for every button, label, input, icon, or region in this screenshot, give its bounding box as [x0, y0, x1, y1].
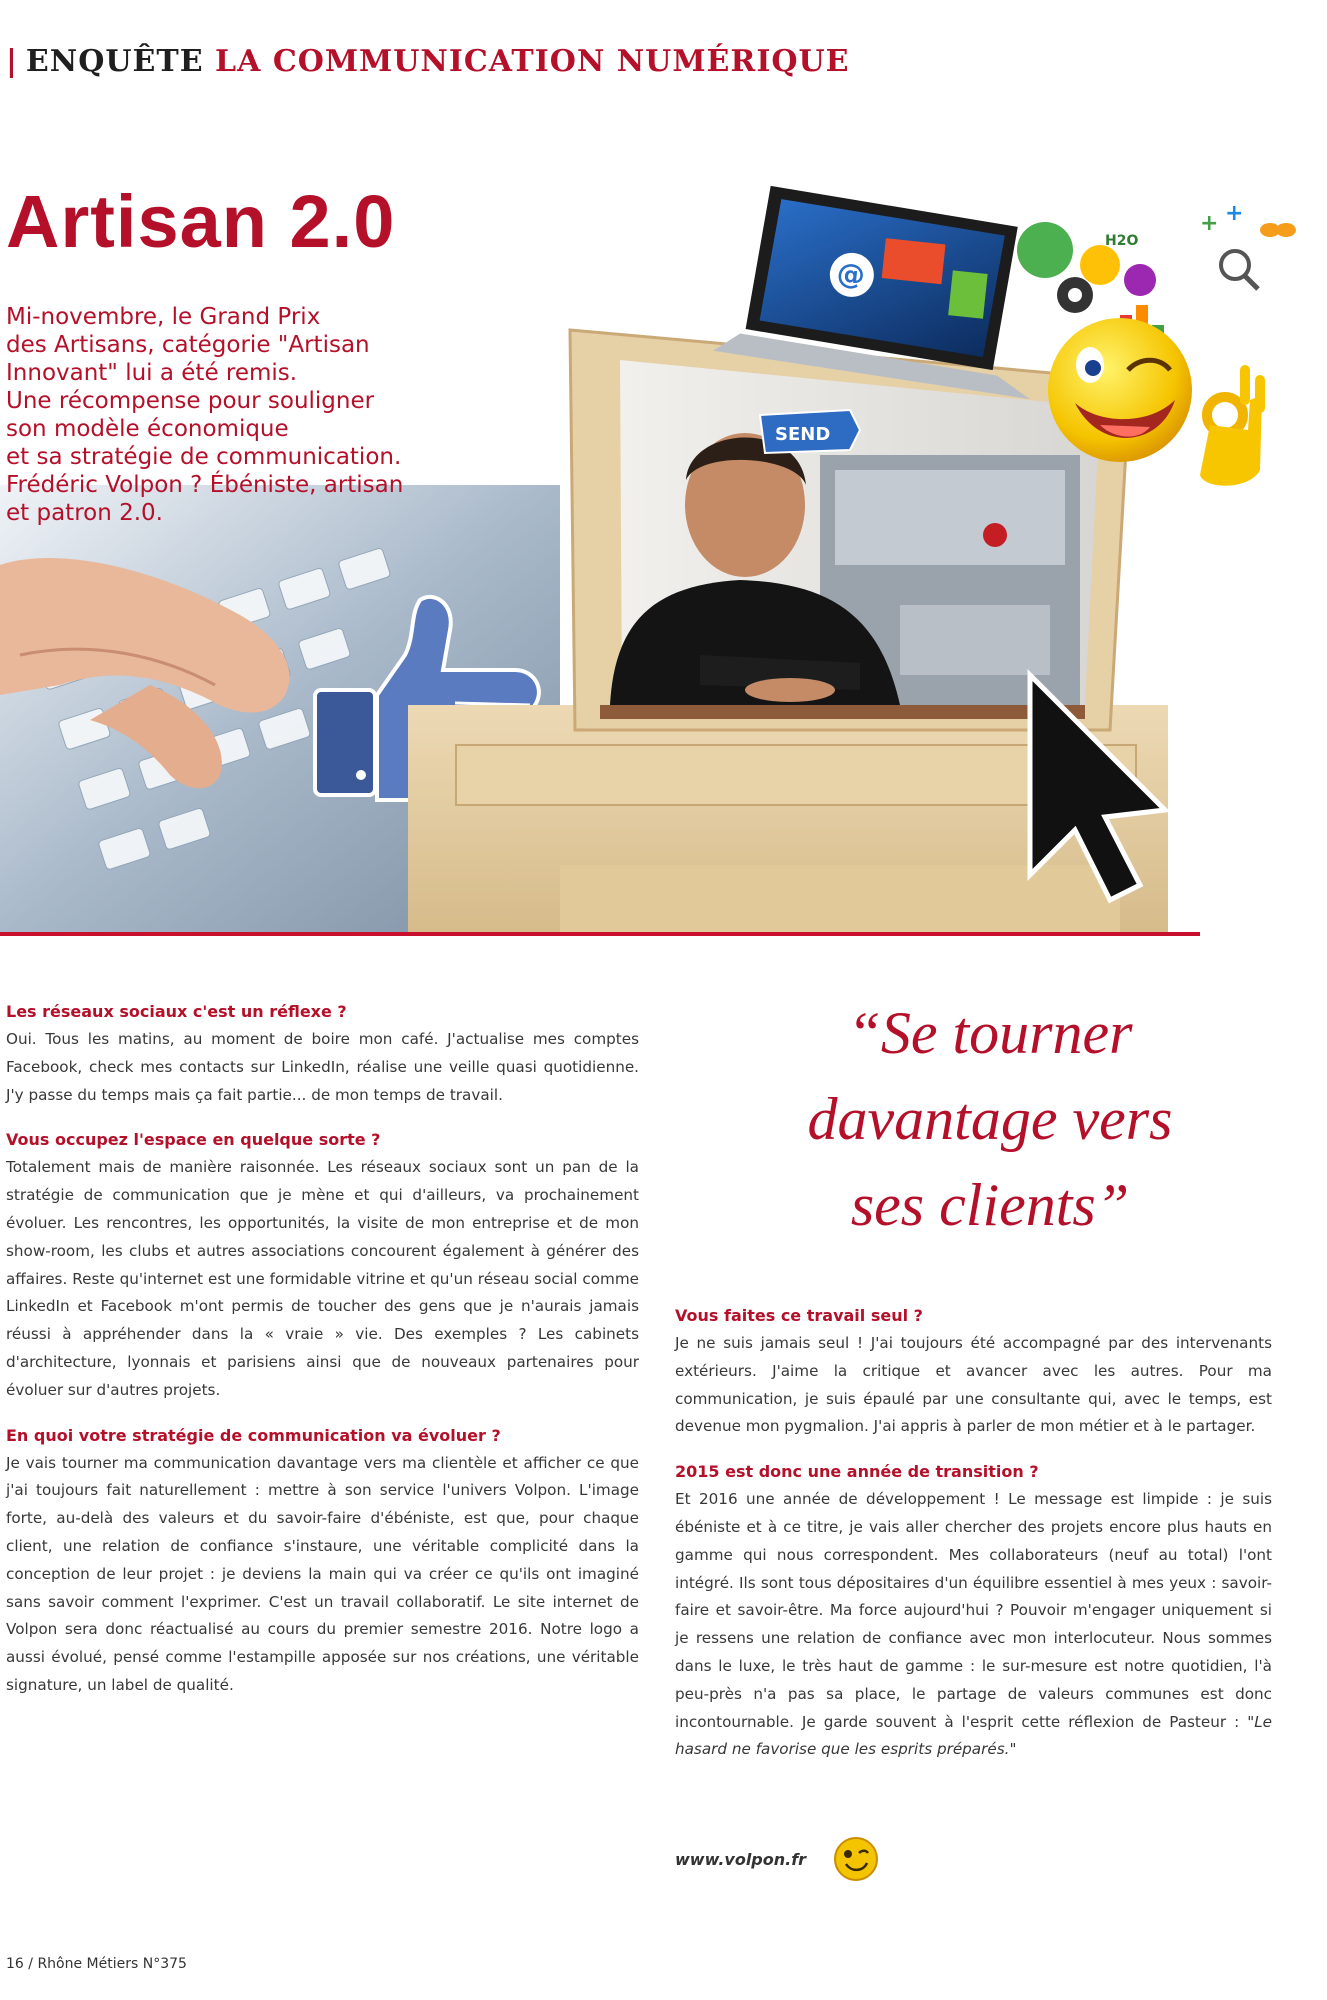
svg-text:+: +: [1225, 201, 1244, 226]
section-rubric: [6, 44, 850, 79]
magnifier-icon: [1221, 251, 1258, 289]
pull-quote-line: “Se tourner: [847, 1000, 1133, 1066]
digital-media-icons: [1017, 201, 1296, 345]
intro-line: et patron 2.0.: [6, 500, 163, 526]
rubric-label: ENQUÊTE: [25, 44, 204, 79]
svg-text:SEND: SEND: [775, 424, 831, 445]
article-title: Artisan 2.0: [6, 180, 396, 263]
ok-hand-icon: [1200, 365, 1265, 486]
wink-emoji-icon: [1048, 318, 1192, 462]
intro-line: des Artisans, catégorie "Artisan: [6, 332, 370, 358]
pasteur-quote: "Le hasard ne favorise que les esprits préparés.": [675, 1712, 1272, 1759]
pull-quote: [720, 990, 1260, 1248]
section-label: LA COMMUNICATION NUMÉRIQUE: [215, 44, 850, 79]
wink-emoji-icon: [833, 1836, 879, 1882]
svg-text:H2O: H2O: [1105, 233, 1139, 249]
interview-question: 2015 est donc une année de transition ?: [675, 1462, 1039, 1482]
hero-illustration: [0, 180, 1244, 935]
interview-answer: Oui. Tous les matins, au moment de boire mon café. J'actualise mes comptes Facebook, check mes contacts sur LinkedIn, réalise une veille quasi quotidienne. J'y passe du temps mais ça fait partie... de mon temps de travail.: [6, 1030, 639, 1104]
svg-text:+: +: [1200, 211, 1219, 236]
pull-quote-line: davantage vers: [807, 1086, 1173, 1152]
qa-block: [675, 1462, 1272, 1764]
footer-separator: /: [28, 1956, 33, 1972]
page-number: 16: [6, 1956, 24, 1972]
publication-name: Rhône Métiers N°375: [37, 1956, 187, 1972]
intro-line: et sa stratégie de communication.: [6, 444, 402, 470]
qa-block: [6, 1002, 639, 1109]
intro-line: son modèle économique: [6, 416, 289, 442]
gear-icon: [1057, 277, 1093, 313]
send-button-graphic: [760, 410, 860, 453]
interview-answer: [675, 1486, 1272, 1764]
intro-line: Mi-novembre, le Grand Prix: [6, 304, 321, 330]
hero-collage: [0, 180, 1244, 935]
interview-question: En quoi votre stratégie de communication va évoluer ?: [6, 1425, 501, 1445]
interview-question: Vous occupez l'espace en quelque sorte ?: [6, 1130, 381, 1150]
rubric-bar: |: [6, 44, 18, 79]
interview-left-column: [6, 1002, 639, 1721]
interview-answer: Je vais tourner ma communication davantage vers ma clientèle et afficher ce que j'ai toujours fait naturellement : mettre à son service l'univers Volpon. L'image forte, au-delà des valeurs et du savoir-faire d'ébéniste, est que, pour chaque client, une relation de confiance s'instaure, une véritable complicité dans la conception de leur projet : je deviens la main qui va créer ce qu'ils ont imaginé sans savoir comment l'exprimer. C'est un travail collaboratif. Le site internet de Volpon sera donc réactualisé au cours du premier semestre 2016. Notre logo a aussi évolué, pensé comme l'estampille apposée sur nos créations, une véritable signature, un label de qualité.: [6, 1453, 639, 1694]
website-link[interactable]: www.volpon.fr: [675, 1850, 807, 1869]
answer-text: Et 2016 une année de développement ! Le message est limpide : je suis ébéniste et à ce titre, je vais aller chercher des projets encore plus hauts en gamme qui nous correspondent. Mes collaborateurs (neuf au total) l'ont intégré. Ils sont tous dépositaires d'un équilibre essentiel à mes yeux : savoir-faire et savoir-être. Ma force aujourd'hui ? Pouvoir m'engager uniquement si je ressens une relation de confiance avec mon interlocuteur. Nous sommes dans le luxe, le très haut de gamme : le sur-mesure est notre quotidien, l'à peu-près n'a pas sa place, le partage de valeurs communes est donc incontournable. Je garde souvent à l'esprit cette réflexion de Pasteur :: [675, 1490, 1272, 1731]
interview-right-column: [675, 1306, 1272, 1785]
hero-divider: [0, 932, 1200, 936]
interview-answer: Totalement mais de manière raisonnée. Les réseaux sociaux sont un pan de la stratégie de communication que je mène et qui d'ailleurs, va prochainement évoluer. Les rencontres, les opportunités, la visite de mon entreprise et de mon show-room, les clubs et autres associations concourent également à générer des affaires. Reste qu'internet est une formidable vitrine et qu'un réseau social comme LinkedIn et Facebook m'ont permis de toucher des gens que je n'aurais jamais réussi à appréhender dans la « vraie » vie. Des exemples ? Les cabinets d'architecture, lyonnais et parisiens ainsi que de nouveaux partenaires pour évoluer sur d'autres projets.: [6, 1158, 639, 1399]
interview-question: Les réseaux sociaux c'est un réflexe ?: [6, 1002, 347, 1021]
svg-text:@: @: [835, 256, 867, 293]
page-footer: [6, 1956, 187, 1972]
interview-question: Vous faites ce travail seul ?: [675, 1306, 923, 1325]
interview-answer: Je ne suis jamais seul ! J'ai toujours été accompagné par des intervenants extérieurs. J'aime la critique et avancer avec les autres. Pour ma communication, je suis épaulé par une consultante qui, avec le temps, est devenue mon pygmalion. J'ai appris à parler de mon métier et à le partager.: [675, 1334, 1272, 1436]
qa-block: [6, 1130, 639, 1404]
butterfly-icon: [1260, 223, 1296, 237]
intro-line: Innovant" lui a été remis.: [6, 360, 298, 386]
qa-block: [675, 1306, 1272, 1441]
article-intro: [6, 303, 446, 527]
intro-line: Frédéric Volpon ? Ébéniste, artisan: [6, 472, 404, 498]
intro-line: Une récompense pour souligner: [6, 388, 375, 414]
pull-quote-line: ses clients”: [850, 1172, 1130, 1238]
qa-block: [6, 1426, 639, 1700]
